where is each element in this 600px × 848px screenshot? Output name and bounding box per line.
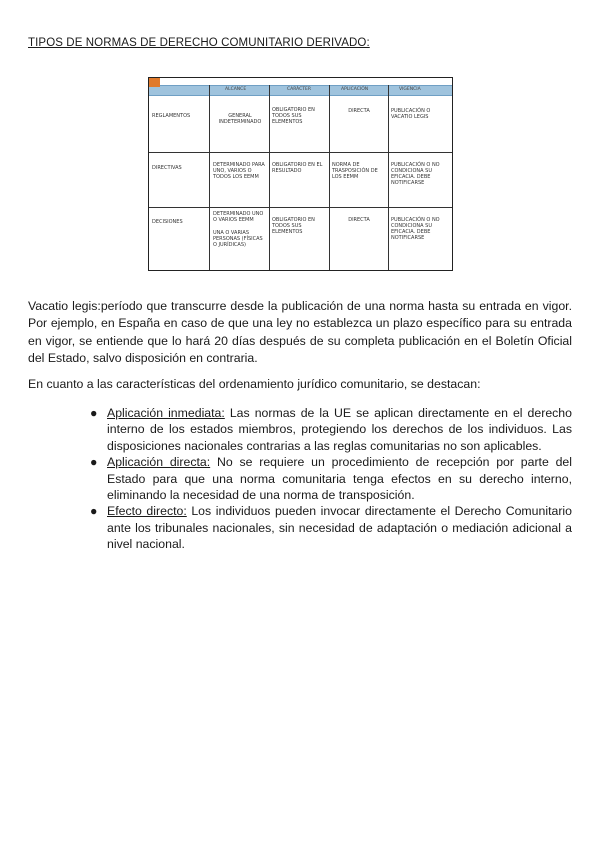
cell-alcance: DETERMINADO PARA UNO, VARIOS O TODOS LOS EEMM (213, 162, 265, 180)
list-item-text: Las normas de la UE se aplican directamente en el derecho interno de los estados miembros, protegiendo los derechos de los individuos. Las disposiciones nacionales contrarias a las reglas comunitarias no son aplicables. (107, 406, 572, 453)
bullet-icon: ● (90, 455, 98, 470)
list-item-term: Aplicación directa: (107, 455, 211, 470)
bullet-icon: ● (90, 406, 98, 420)
characteristics-list (90, 405, 572, 553)
col-divider (269, 85, 270, 270)
cell-caracter: OBLIGATORIO EN EL RESULTADO (272, 162, 323, 174)
row-divider (149, 152, 452, 153)
list-item (90, 405, 572, 454)
header-alcance: ALCANCE (225, 87, 247, 92)
list-item-text: Los individuos pueden invocar directamente el Derecho Comunitario ante los tribunales nacionales, sin necesidad de adaptación o mediación adicional a nivel nacional. (107, 504, 572, 552)
list-item-text: No se requiere un procedimiento de recepción por parte del Estado para que una norma comunitaria tenga efectos en su derecho interno, eliminando la necesidad de una norma de transposición. (107, 455, 572, 503)
characteristics-intro: En cuanto a las características del ordenamiento jurídico comunitario, se destacan: (28, 377, 481, 391)
list-item (90, 503, 572, 552)
col-divider (329, 85, 330, 270)
cell-vigencia: PUBLICACIÓN O NO CONDICIONA SU EFICACIA. DEBE NOTIFICARSE (391, 162, 440, 186)
header-caracter: CARÁCTER (287, 87, 312, 92)
table-corner-marker (149, 78, 160, 87)
cell-caracter: OBLIGATORIO EN TODOS SUS ELEMENTOS (272, 217, 315, 235)
header-aplicacion: APLICACIÓN (341, 87, 369, 92)
cell-vigencia: PUBLICACIÓN O VACATIO LEGIS (391, 108, 431, 120)
cell-aplicacion: NORMA DE TRASPOSICIÓN DE LOS EEMM (332, 162, 378, 180)
cell-aplicacion: DIRECTA (348, 108, 370, 114)
cell-alcance: DETERMINADO UNO O VARIOS EEMM (213, 211, 264, 223)
list-item (90, 454, 572, 503)
col-divider (388, 85, 389, 270)
list-item-term: Efecto directo: (107, 504, 187, 519)
list-item-term: Aplicación inmediata: (107, 406, 225, 420)
cell-vigencia: PUBLICACIÓN O NO CONDICIONA SU EFICACIA. DEBE NOTIFICARSE (391, 217, 440, 241)
col-divider (209, 85, 210, 270)
row-name-decisiones: DECISIONES (152, 219, 183, 225)
document-title: TIPOS DE NORMAS DE DERECHO COMUNITARIO DERIVADO: (28, 37, 370, 49)
row-name-reglamentos: REGLAMENTOS (152, 113, 191, 119)
norms-table (148, 77, 453, 271)
vacatio-legis-paragraph: Vacatio legis:período que transcurre desde la publicación de una norma hasta su entrada en vigor. Por ejemplo, en España en caso de que una ley no establezca un plazo específico para su entrada en vigor, se entiende que lo hará 20 días después de su completa publicación en el Boletín Oficial del Estado, salvo disposición en contraria. (28, 299, 572, 365)
header-vigencia: VIGENCIA (399, 87, 421, 92)
cell-alcance: GENERAL INDETERMINADO (218, 113, 262, 125)
cell-caracter: OBLIGATORIO EN TODOS SUS ELEMENTOS (272, 107, 315, 125)
row-name-directivas: DIRECTIVAS (152, 165, 182, 171)
cell-alcance-detail: UNA O VARIAS PERSONAS (FÍSICAS O JURÍDICAS) (213, 230, 263, 248)
bullet-icon: ● (90, 504, 98, 519)
cell-aplicacion: DIRECTA (348, 217, 370, 223)
row-divider (149, 207, 452, 208)
